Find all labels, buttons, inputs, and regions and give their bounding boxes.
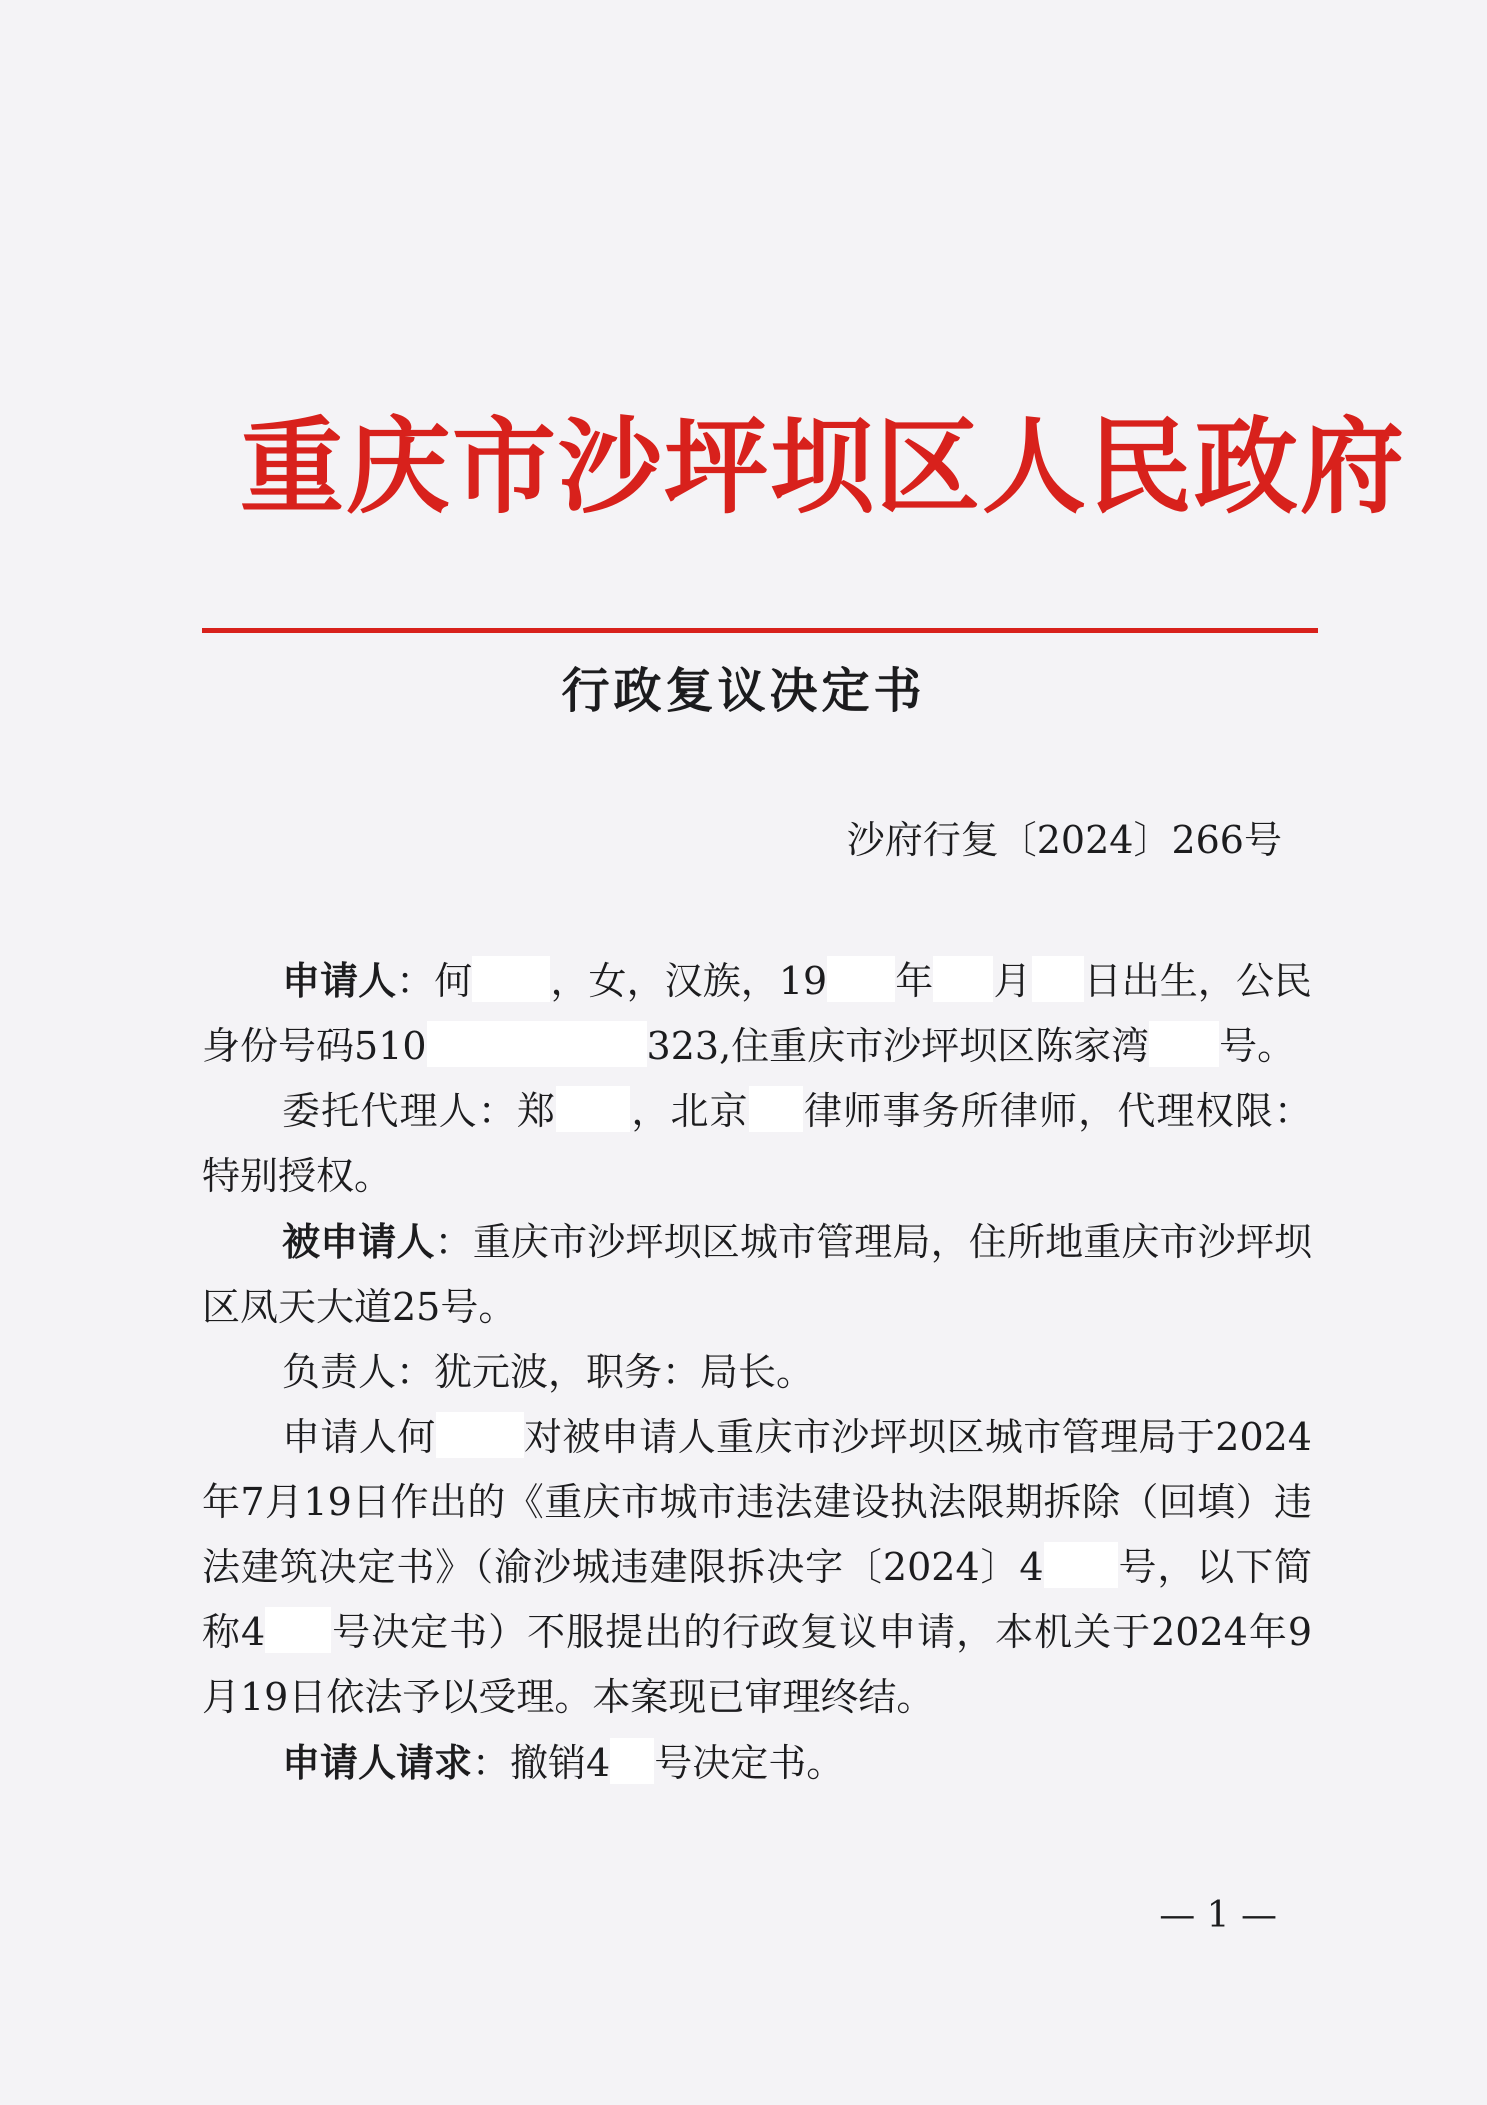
- redaction-block: [1044, 1542, 1118, 1588]
- document-body: [202, 948, 1312, 1796]
- agent-authority: 特别授权。: [202, 1154, 393, 1198]
- case-part1: 申请人何: [282, 1415, 436, 1459]
- document-title: 行政复议决定书: [561, 663, 926, 719]
- case-part2: 对被申请人重庆市沙坪坝区城市管理局于2024年7月19日作出的《重庆市城市违法建设执法限期拆除（回填）违法建筑决定书》（渝沙城违建限拆决字〔2024〕4: [202, 1415, 1312, 1589]
- applicant-id-label: 身份号码: [202, 1024, 355, 1068]
- redaction-block: [610, 1738, 654, 1784]
- request-paragraph: [202, 1730, 1312, 1796]
- request-part1: ：撤销4: [472, 1741, 611, 1785]
- redaction-block: [427, 1021, 647, 1067]
- applicant-name-start: 何: [434, 959, 473, 1003]
- applicant-address-prefix: ,住重庆市沙坪坝区陈家湾: [719, 1024, 1150, 1068]
- redaction-block: [1032, 956, 1084, 1002]
- document-number: 沙府行复〔2024〕266号: [846, 818, 1282, 862]
- agent-paragraph: [202, 1079, 1312, 1209]
- case-part4: 号决定书）不服提出的行政复议申请，本机关于2024年9月19日依法予以受理。本案现已审理终结。: [202, 1610, 1312, 1719]
- applicant-label: 申请人: [282, 958, 397, 1003]
- applicant-address-suffix: 号。: [1219, 1024, 1296, 1068]
- agent-firm-suffix: 律师事务所律师，代理权限：: [802, 1089, 1312, 1133]
- applicant-paragraph: 申请人：何 ，女，汉族，19 年 月 日出生，公民身份号码510 323,住重庆市沙坪坝区陈家湾 号。: [202, 958, 1312, 1068]
- redaction-block: [827, 956, 895, 1002]
- redaction-block: [749, 1086, 803, 1132]
- redaction-block: [472, 956, 550, 1002]
- redaction-block: [1149, 1021, 1219, 1067]
- responsible-text: 负责人：犹元波，职务：局长。: [282, 1350, 815, 1394]
- applicant-id-suffix: 323: [646, 1024, 720, 1068]
- case-part3: 号，以下简称4: [202, 1545, 1312, 1654]
- respondent-paragraph: [202, 1209, 1312, 1340]
- applicant-birth-year: 19: [778, 959, 828, 1003]
- agent-name-start: 郑: [517, 1089, 557, 1133]
- redaction-block: [556, 1086, 630, 1132]
- applicant-birth-suffix: 日出生，公民: [1083, 959, 1312, 1003]
- request-label: 申请人请求: [282, 1740, 473, 1785]
- redaction-block: [265, 1607, 331, 1653]
- page-number: — 1 —: [1159, 1895, 1277, 1936]
- government-header: 重庆市沙坪坝区人民政府: [240, 405, 1407, 528]
- responsible-paragraph: [202, 1340, 1312, 1405]
- agent-firm-prefix: ，北京: [630, 1089, 749, 1133]
- agent-label: 委托代理人：: [282, 1089, 517, 1133]
- redaction-block: [436, 1412, 524, 1458]
- applicant-id-prefix: 510: [354, 1024, 427, 1068]
- applicant-gender-ethnicity: ，女，汉族，: [550, 959, 779, 1003]
- respondent-text: ：重庆市沙坪坝区城市管理局，住所地重庆市沙坪坝区凤天大道25号。: [202, 1220, 1312, 1329]
- redaction-block: [933, 956, 993, 1002]
- case-paragraph: [202, 1405, 1312, 1730]
- applicant-month-char: 月: [993, 959, 1032, 1003]
- request-part2: 号决定书。: [654, 1741, 845, 1785]
- applicant-year-char: 年: [895, 959, 934, 1003]
- respondent-label: 被申请人: [282, 1219, 435, 1264]
- red-divider: [202, 628, 1318, 633]
